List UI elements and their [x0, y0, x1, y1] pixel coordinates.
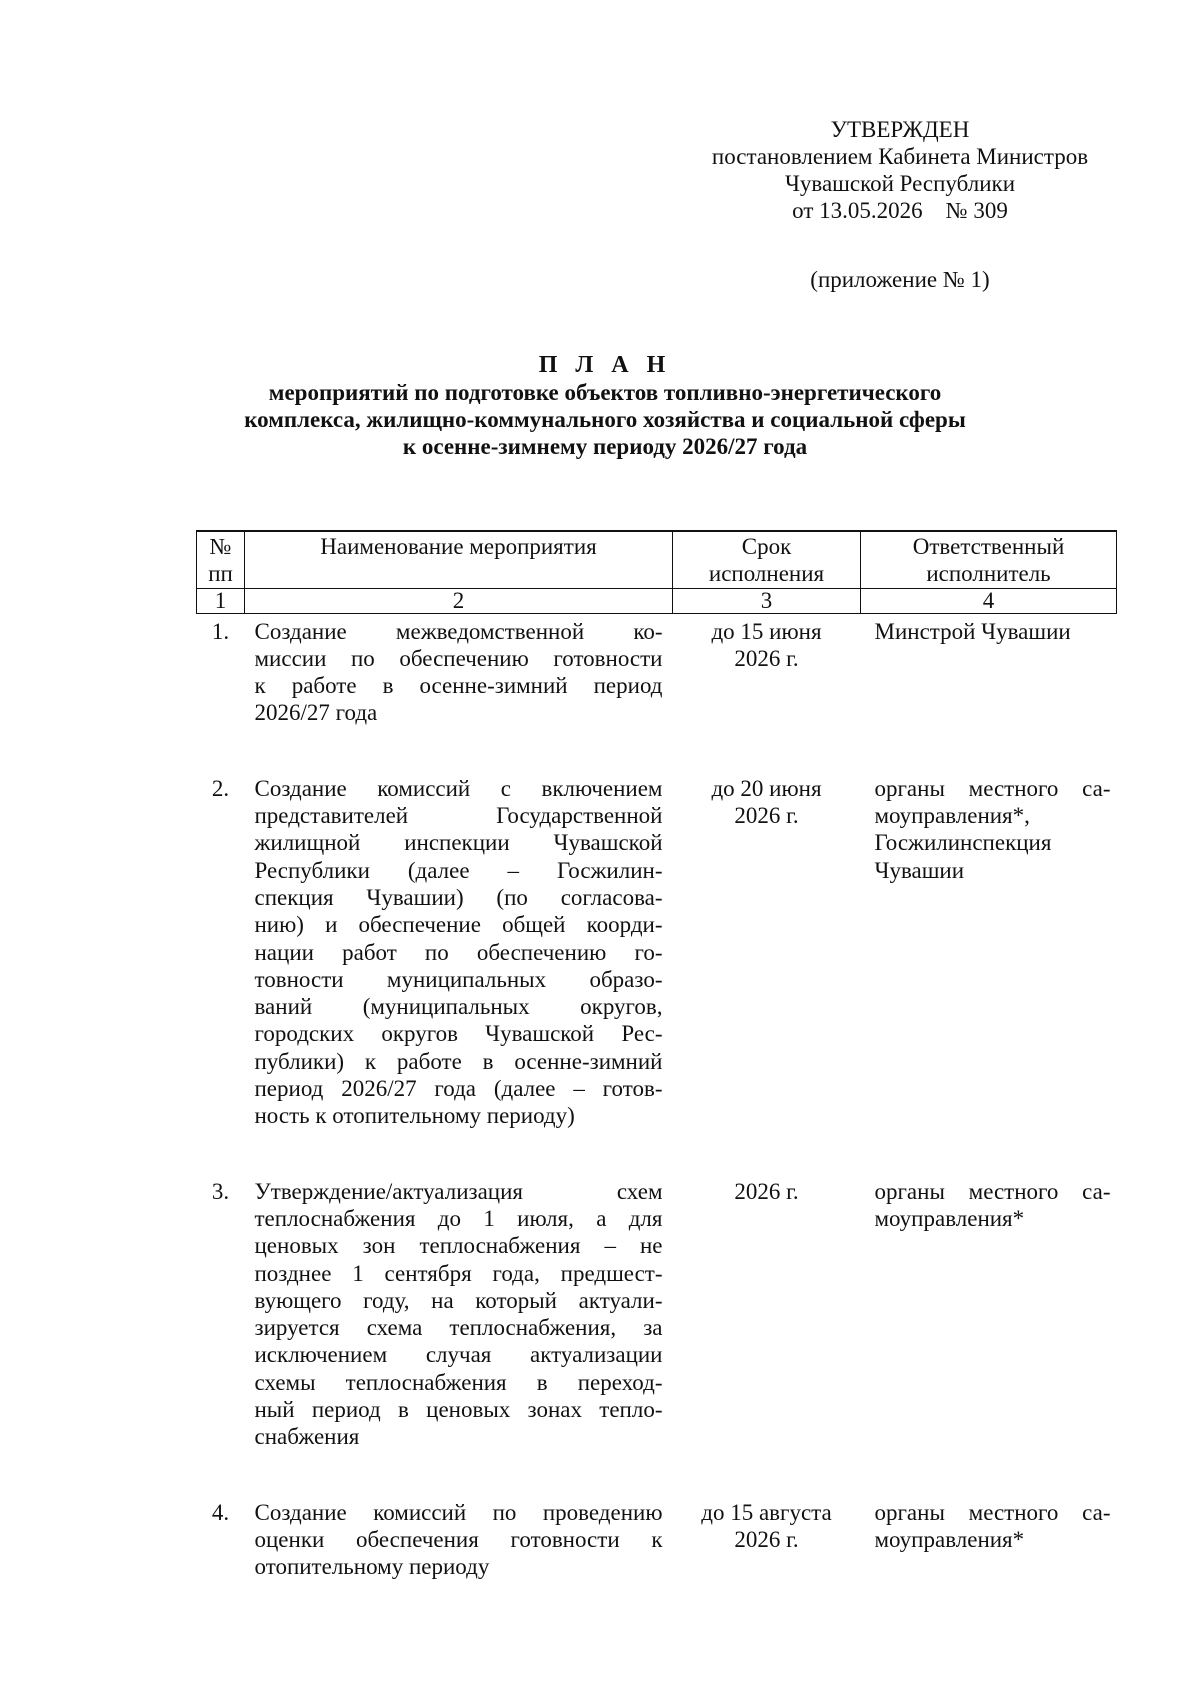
- activity-name-line: схемы теплоснабжения в переход-: [254, 1369, 663, 1395]
- column-number: 3: [673, 588, 861, 613]
- plan-table: [196, 530, 1117, 1625]
- activity-name-line: 2026/27 года: [254, 700, 378, 726]
- activity-name-line: Создание комиссий по проведению: [254, 1499, 663, 1525]
- header-name: [245, 531, 673, 588]
- activity-name-line: жилищной инспекции Чувашской: [254, 830, 663, 856]
- activity-name-line: теплоснабжения до 1 июля, а для: [254, 1205, 663, 1231]
- activity-name-line: к работе в осенне-зимний период: [254, 673, 663, 699]
- row-number: 3.: [211, 1178, 230, 1204]
- deadline-line: до 20 июня: [711, 775, 822, 801]
- activity-name-line: оценки обеспечения готовности к: [254, 1526, 663, 1552]
- responsible-line: моуправления*: [874, 1205, 1025, 1231]
- responsible-line: органы местного са-: [874, 775, 1111, 801]
- activity-name-line: ценовых зон теплоснабжения – не: [254, 1233, 663, 1259]
- approval-date-number: от 13.05.2026 № 309: [792, 198, 1008, 223]
- row-number: 1.: [211, 618, 230, 644]
- activity-name-line: товности муниципальных образо-: [254, 966, 663, 992]
- header-responsible-line-1: Ответственный: [912, 534, 1065, 559]
- deadline-line: 2026 г.: [734, 645, 799, 671]
- table-row: [197, 771, 1117, 1174]
- approval-republic: Чувашской Республики: [784, 171, 1016, 196]
- deadline-line: до 15 августа: [701, 1499, 832, 1525]
- row-number: 2.: [211, 775, 230, 801]
- table-body: [197, 613, 1117, 1624]
- title-line-3: к осенне-зимнему периоду 2026/27 года: [402, 434, 808, 459]
- header-name-label: Наименование мероприятия: [320, 534, 597, 559]
- table-row: [197, 1174, 1117, 1495]
- header-number-line-2: пп: [208, 561, 233, 587]
- activity-name-line: представителей Государственной: [254, 803, 663, 829]
- table-row: [197, 1495, 1117, 1625]
- header-number-line-1: №: [209, 534, 232, 559]
- activity-name-line: позднее 1 сентября года, предшест-: [254, 1260, 663, 1286]
- responsible: [861, 1174, 1117, 1495]
- document-title: [200, 352, 1010, 460]
- row-number: 4.: [211, 1499, 230, 1525]
- responsible-line: Чувашии: [874, 857, 965, 883]
- activity-name-line: вующего году, на который актуали-: [254, 1287, 663, 1313]
- approval-issuer: постановлением Кабинета Министров: [711, 144, 1089, 169]
- responsible: [861, 613, 1117, 771]
- activity-name-line: период 2026/27 года (далее – готов-: [254, 1076, 663, 1102]
- responsible-line: Минстрой Чувашии: [874, 618, 1071, 644]
- activity-name-line: нию) и обеспечение общей коорди-: [254, 912, 663, 938]
- deadline-line: до 15 июня: [711, 618, 822, 644]
- deadline: [673, 771, 861, 1174]
- responsible-line: моуправления*: [874, 1526, 1025, 1552]
- activity-name-line: исключением случая актуализации: [254, 1342, 663, 1368]
- deadline-line: 2026 г.: [734, 1526, 799, 1552]
- activity-name: [245, 1174, 673, 1495]
- column-number: 1: [197, 588, 245, 613]
- responsible-line: Госжилинспекция: [874, 830, 1052, 856]
- title-main: П Л А Н: [538, 352, 672, 378]
- column-number: 4: [861, 588, 1117, 613]
- deadline: [673, 1174, 861, 1495]
- activity-name: [245, 771, 673, 1174]
- column-number: 2: [245, 588, 673, 613]
- responsible-line: органы местного са-: [874, 1178, 1111, 1204]
- activity-name-line: ный период в ценовых зонах тепло-: [254, 1397, 663, 1423]
- activity-name-line: нации работ по обеспечению го-: [254, 939, 663, 965]
- activity-name-line: ность к отопительному периоду): [254, 1103, 575, 1129]
- activity-name-line: спекция Чувашии) (по согласова-: [254, 884, 663, 910]
- responsible: [861, 771, 1117, 1174]
- title-line-2: комплекса, жилищно-коммунального хозяйства и социальной сферы: [244, 407, 966, 432]
- header-deadline-line-2: исполнения: [708, 561, 825, 587]
- activity-name: [245, 613, 673, 771]
- responsible: [861, 1495, 1117, 1625]
- header-responsible-line-2: исполнитель: [926, 561, 1051, 587]
- responsible-line: органы местного са-: [874, 1499, 1111, 1525]
- approval-heading: УТВЕРЖДЕН: [830, 117, 970, 142]
- approval-stamp: [685, 116, 1115, 224]
- activity-name-line: зируется схема теплоснабжения, за: [254, 1315, 663, 1341]
- activity-name-line: Утверждение/актуализация схем: [254, 1178, 663, 1204]
- header-deadline-line-1: Срок: [741, 534, 792, 559]
- deadline: [673, 613, 861, 771]
- activity-name-line: Создание межведомственной ко-: [254, 618, 663, 644]
- column-number-row: [197, 588, 1117, 613]
- activity-name-line: Республики (далее – Госжилин-: [254, 857, 663, 883]
- activity-name-line: отопительному периоду: [254, 1554, 490, 1580]
- deadline-line: 2026 г.: [734, 803, 799, 829]
- activity-name-line: городских округов Чувашской Рес-: [254, 1021, 663, 1047]
- appendix-label: (приложение № 1): [810, 267, 990, 292]
- header-responsible: [861, 531, 1117, 588]
- activity-name: [245, 1495, 673, 1625]
- responsible-line: моуправления*,: [874, 803, 1030, 829]
- activity-name-line: публики) к работе в осенне-зимний: [254, 1048, 663, 1074]
- activity-name-line: Создание комиссий с включением: [254, 775, 663, 801]
- activity-name-line: снабжения: [254, 1424, 360, 1450]
- activity-name-line: миссии по обеспечению готовности: [254, 645, 663, 671]
- header-deadline: [673, 531, 861, 588]
- activity-name-line: ваний (муниципальных округов,: [254, 994, 663, 1020]
- table-row: [197, 613, 1117, 771]
- header-number: [197, 531, 245, 588]
- table-header-row: [197, 531, 1117, 588]
- deadline-line: 2026 г.: [734, 1178, 799, 1204]
- title-line-1: мероприятий по подготовке объектов топливно-энергетического: [268, 380, 942, 405]
- deadline: [673, 1495, 861, 1625]
